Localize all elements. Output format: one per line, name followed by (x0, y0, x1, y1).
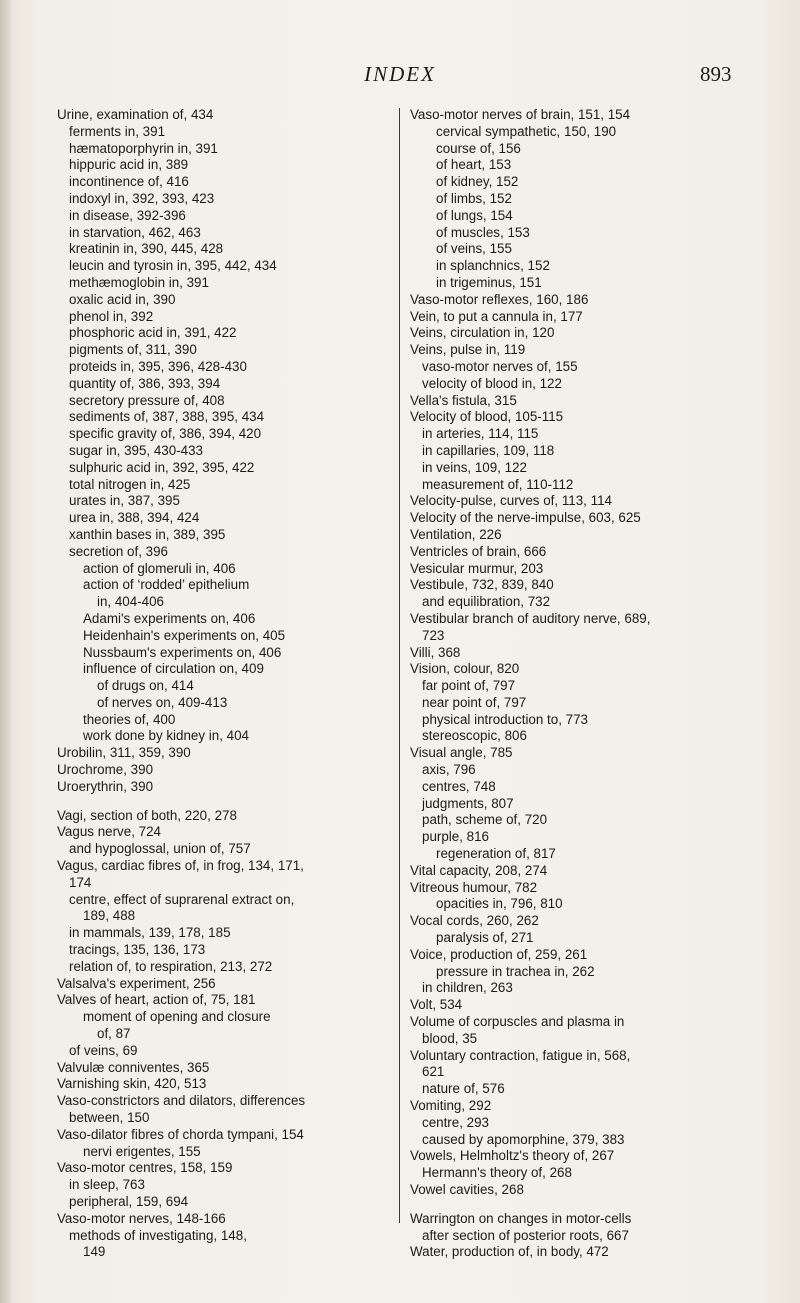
index-subentry: in children, 263 (422, 980, 513, 996)
index-subentry: purple, 816 (422, 829, 490, 845)
index-subentry: in sleep, 763 (69, 1177, 145, 1193)
index-subentry: secretion of, 396 (69, 543, 169, 559)
index-entry: Volume of corpuscles and plasma in (410, 1014, 625, 1030)
index-subentry: in arteries, 114, 115 (422, 426, 539, 442)
index-subentry: in capillaries, 109, 118 (422, 442, 555, 458)
index-subentry: centre, 293 (422, 1114, 489, 1130)
index-subentry: 174 (69, 874, 92, 890)
index-subentry: of veins, 69 (69, 1042, 138, 1058)
index-subentry: Adami's experiments on, 406 (83, 610, 256, 626)
index-subentry: in veins, 109, 122 (422, 459, 527, 475)
index-subentry: judgments, 807 (422, 795, 514, 811)
index-subentry: oxalic acid in, 390 (69, 291, 176, 307)
index-subentry: urates in, 387, 395 (69, 493, 180, 509)
index-entry: Vesicular murmur, 203 (410, 560, 544, 576)
index-subentry: secretory pressure of, 408 (69, 392, 225, 408)
index-subentry: in splanchnics, 152 (436, 258, 550, 274)
index-subentry: action of glomeruli in, 406 (83, 560, 236, 576)
index-entry: Vital capacity, 208, 274 (410, 862, 548, 878)
index-subentry: indoxyl in, 392, 393, 423 (69, 190, 215, 206)
index-entry: Vomiting, 292 (410, 1098, 492, 1114)
index-entry: Vaso-constrictors and dilators, differences (57, 1093, 306, 1109)
index-entry: Vision, colour, 820 (410, 661, 520, 677)
index-subentry: cervical sympathetic, 150, 190 (436, 123, 617, 139)
index-subentry: moment of opening and closure (83, 1009, 271, 1025)
index-subentry: 621 (422, 1064, 445, 1080)
index-subentry: in, 404-406 (97, 594, 165, 610)
index-subentry: leucin and tyrosin in, 395, 442, 434 (69, 258, 277, 274)
index-subentry: quantity of, 386, 393, 394 (69, 375, 221, 391)
index-subentry: pigments of, 311, 390 (69, 342, 197, 358)
index-subentry: stereoscopic, 806 (422, 728, 527, 744)
index-subentry: urea in, 388, 394, 424 (69, 510, 200, 526)
index-entry: Varnishing skin, 420, 513 (57, 1076, 207, 1092)
index-entry: Valsalva's experiment, 256 (57, 975, 216, 991)
index-subentry: incontinence of, 416 (69, 174, 189, 190)
index-subentry: relation of, to respiration, 213, 272 (69, 958, 273, 974)
index-subentry: methods of investigating, 148, (69, 1227, 247, 1243)
index-subentry: work done by kidney in, 404 (83, 728, 249, 744)
index-entry: Veins, pulse in, 119 (410, 342, 526, 358)
index-subentry: methæmoglobin in, 391 (69, 274, 209, 290)
index-entry: Vitreous humour, 782 (410, 879, 538, 895)
index-entry: Valves of heart, action of, 75, 181 (57, 992, 256, 1008)
index-subentry: course of, 156 (436, 140, 521, 156)
index-entry: Vaso-dilator fibres of chorda tympani, 154 (57, 1126, 304, 1142)
index-subentry: of kidney, 152 (436, 174, 519, 190)
index-subentry: in disease, 392-396 (69, 207, 186, 223)
index-subentry: 189, 488 (83, 908, 136, 924)
index-subentry: of veins, 155 (436, 241, 512, 257)
index-subentry: phenol in, 392 (69, 308, 154, 324)
index-entry: Vagus nerve, 724 (57, 824, 161, 840)
index-entry: Urobilin, 311, 359, 390 (57, 745, 191, 761)
index-entry: Visual angle, 785 (410, 745, 513, 761)
index-subentry: between, 150 (69, 1110, 150, 1126)
index-entry: Ventilation, 226 (410, 526, 502, 542)
index-subentry: hippuric acid in, 389 (69, 157, 189, 173)
index-subentry: of drugs on, 414 (97, 678, 194, 694)
index-entry: Vocal cords, 260, 262 (410, 913, 539, 929)
column-divider (399, 108, 400, 1223)
index-subentry: phosphoric acid in, 391, 422 (69, 325, 237, 341)
index-subentry: 149 (83, 1244, 106, 1260)
index-subentry: and hypoglossal, union of, 757 (69, 841, 251, 857)
index-subentry: of heart, 153 (436, 157, 512, 173)
index-subentry: peripheral, 159, 694 (69, 1194, 189, 1209)
index-subentry: of muscles, 153 (436, 224, 530, 240)
index-entry: Vagi, section of both, 220, 278 (57, 807, 237, 823)
index-subentry: sulphuric acid in, 392, 395, 422 (69, 459, 255, 475)
index-subentry: sediments of, 387, 388, 395, 434 (69, 409, 265, 425)
index-subentry: centre, effect of suprarenal extract on, (69, 891, 295, 907)
index-subentry: action of ‘rodded’ epithelium (83, 577, 250, 593)
index-subentry: tracings, 135, 136, 173 (69, 942, 206, 958)
index-subentry: physical introduction to, 773 (422, 711, 588, 727)
index-subentry: blood, 35 (422, 1030, 478, 1046)
index-subentry: sugar in, 395, 430-433 (69, 442, 204, 458)
index-subentry: far point of, 797 (422, 678, 516, 694)
index-entry: Veins, circulation in, 120 (410, 325, 555, 341)
page-header (0, 62, 800, 92)
index-subentry: vaso-motor nerves of, 155 (422, 358, 578, 374)
index-subentry: of nerves on, 409-413 (97, 694, 228, 710)
index-subentry: near point of, 797 (422, 694, 527, 710)
index-entry: Vaso-motor centres, 158, 159 (57, 1160, 233, 1176)
index-subentry: regeneration of, 817 (436, 846, 556, 862)
page-number: 893 (700, 62, 732, 86)
index-subentry: specific gravity of, 386, 394, 420 (69, 426, 262, 442)
index-entry: Valvulæ conniventes, 365 (57, 1059, 210, 1075)
index-entry: Voluntary contraction, fatigue in, 568, (410, 1047, 631, 1063)
index-subentry: hæmatoporphyrin in, 391 (69, 140, 218, 156)
index-entry: Warrington on changes in motor-cells (410, 1210, 632, 1226)
index-entry: Vestibular branch of auditory nerve, 689, (410, 610, 651, 626)
index-subentry: axis, 796 (422, 762, 476, 778)
index-entry: Voice, production of, 259, 261 (410, 946, 588, 962)
index-entry: Vowel cavities, 268 (410, 1182, 524, 1197)
index-subentry: Nussbaum's experiments on, 406 (83, 644, 282, 660)
index-entry: Uroerythrin, 390 (57, 778, 154, 794)
index-subentry: of lungs, 154 (436, 207, 513, 223)
index-subentry: and equilibration, 732 (422, 594, 551, 610)
index-subentry: nervi erigentes, 155 (83, 1143, 201, 1159)
index-subentry: opacities in, 796, 810 (436, 896, 563, 912)
index-subentry: Hermann's theory of, 268 (422, 1165, 572, 1181)
index-column-left (57, 107, 392, 1261)
index-subentry: influence of circulation on, 409 (83, 661, 264, 677)
index-subentry: path, scheme of, 720 (422, 812, 548, 828)
index-subentry: caused by apomorphine, 379, 383 (422, 1131, 625, 1147)
index-subentry: in starvation, 462, 463 (69, 224, 201, 240)
index-entry: Vowels, Helmholtz's theory of, 267 (410, 1148, 615, 1164)
index-entry: Velocity of blood, 105-115 (410, 409, 564, 425)
index-entry: Vaso-motor reflexes, 160, 186 (410, 291, 589, 307)
index-subentry: 723 (422, 627, 445, 643)
index-subentry: centres, 748 (422, 778, 496, 794)
index-column-right (410, 107, 755, 1261)
index-subentry: velocity of blood in, 122 (422, 375, 562, 391)
index-entry: Villi, 368 (410, 644, 461, 660)
page-gutter-shadow (0, 0, 12, 1303)
index-entry: Urine, examination of, 434 (57, 107, 214, 122)
index-entry: Water, production of, in body, 472 (410, 1244, 609, 1260)
index-subentry: pressure in trachea in, 262 (436, 963, 595, 979)
index-entry: Vein, to put a cannula in, 177 (410, 308, 583, 324)
index-subentry: measurement of, 110-112 (422, 476, 574, 492)
section-gap (410, 1199, 755, 1211)
index-entry: Velocity-pulse, curves of, 113, 114 (410, 493, 612, 509)
index-entry: Vaso-motor nerves of brain, 151, 154 (410, 107, 631, 122)
index-subentry: of limbs, 152 (436, 190, 512, 206)
section-gap (57, 796, 392, 808)
index-subentry: theories of, 400 (83, 711, 176, 727)
index-subentry: kreatinin in, 390, 445, 428 (69, 241, 224, 257)
index-subentry: proteids in, 395, 396, 428-430 (69, 358, 247, 374)
index-entry: Ventricles of brain, 666 (410, 543, 547, 559)
index-subentry: after section of posterior roots, 667 (422, 1227, 629, 1243)
index-subentry: xanthin bases in, 389, 395 (69, 526, 226, 542)
index-subentry: in mammals, 139, 178, 185 (69, 925, 231, 941)
index-entry: Vestibule, 732, 839, 840 (410, 577, 554, 593)
index-subentry: Heidenhain's experiments on, 405 (83, 627, 286, 643)
index-subentry: ferments in, 391 (69, 123, 166, 139)
index-subentry: nature of, 576 (422, 1081, 505, 1097)
index-subentry: total nitrogen in, 425 (69, 476, 191, 492)
index-subentry: of, 87 (97, 1026, 131, 1042)
index-entry: Vella's fistula, 315 (410, 392, 517, 408)
index-entry: Velocity of the nerve-impulse, 603, 625 (410, 510, 641, 526)
index-entry: Urochrome, 390 (57, 762, 154, 778)
running-head: INDEX (364, 62, 436, 86)
index-entry: Vagus, cardiac fibres of, in frog, 134, 171, (57, 858, 304, 874)
index-subentry: in trigeminus, 151 (436, 274, 542, 290)
index-entry: Volt, 534 (410, 997, 463, 1013)
index-subentry: paralysis of, 271 (436, 930, 534, 946)
index-entry: Vaso-motor nerves, 148-166 (57, 1210, 226, 1226)
